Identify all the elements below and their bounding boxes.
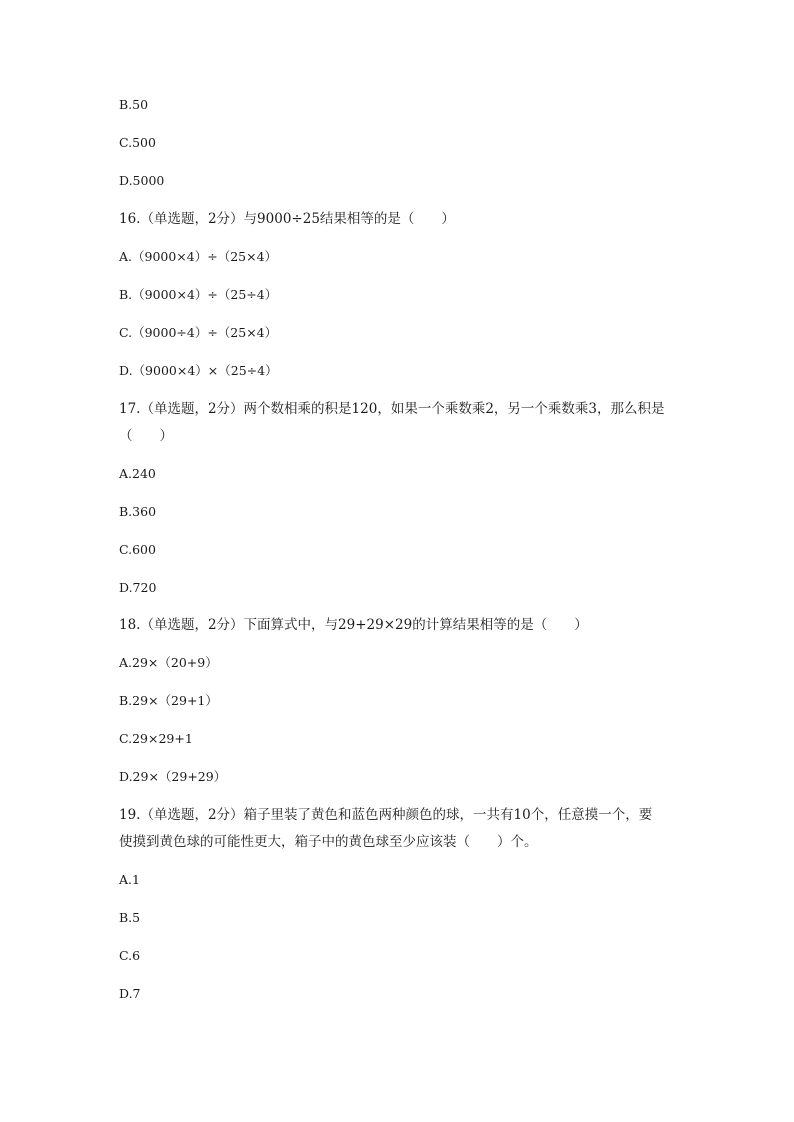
option-c[interactable]: C.500 — [119, 135, 156, 150]
question-18-option-a[interactable]: A.29×（20+9） — [119, 655, 218, 670]
question-19-stem-line1: 19.（单选题，2分）箱子里装了黄色和蓝色两种颜色的球，一共有10个，任意摸一个，要 — [119, 807, 653, 823]
question-19-option-b[interactable]: B.5 — [119, 910, 141, 925]
question-19-option-c[interactable]: C.6 — [119, 948, 141, 963]
question-17-option-b[interactable]: B.360 — [119, 504, 157, 519]
question-16-stem: 16.（单选题，2分）与9000÷25结果相等的是（ ） — [119, 211, 455, 227]
question-18-option-c[interactable]: C.29×29+1 — [119, 731, 193, 746]
option-d[interactable]: D.5000 — [119, 173, 165, 188]
question-18-option-b[interactable]: B.29×（29+1） — [119, 693, 218, 708]
question-16-option-a[interactable]: A.（9000×4）÷（25×4） — [119, 249, 278, 264]
question-19-stem-line2: 使摸到黄色球的可能性更大，箱子中的黄色球至少应该装（ ）个。 — [119, 834, 538, 850]
question-17-stem-line1: 17.（单选题，2分）两个数相乘的积是120，如果一个乘数乘2，另一个乘数乘3，那么积是 — [119, 401, 665, 417]
question-16-option-b[interactable]: B.（9000×4）÷（25÷4） — [119, 287, 278, 302]
question-16-option-d[interactable]: D.（9000×4）×（25÷4） — [119, 363, 278, 378]
question-17-option-d[interactable]: D.720 — [119, 580, 157, 595]
question-17-stem-line2: （ ） — [119, 428, 173, 444]
question-19-option-d[interactable]: D.7 — [119, 986, 141, 1001]
question-17-option-a[interactable]: A.240 — [119, 466, 156, 481]
question-19-option-a[interactable]: A.1 — [119, 872, 140, 887]
question-18-option-d[interactable]: D.29×（29+29） — [119, 769, 227, 784]
question-17-option-c[interactable]: C.600 — [119, 542, 156, 557]
question-16-option-c[interactable]: C.（9000÷4）÷（25×4） — [119, 325, 278, 340]
option-b[interactable]: B.50 — [119, 97, 149, 112]
question-18-stem: 18.（单选题，2分）下面算式中，与29+29×29的计算结果相等的是（ ） — [119, 617, 588, 633]
